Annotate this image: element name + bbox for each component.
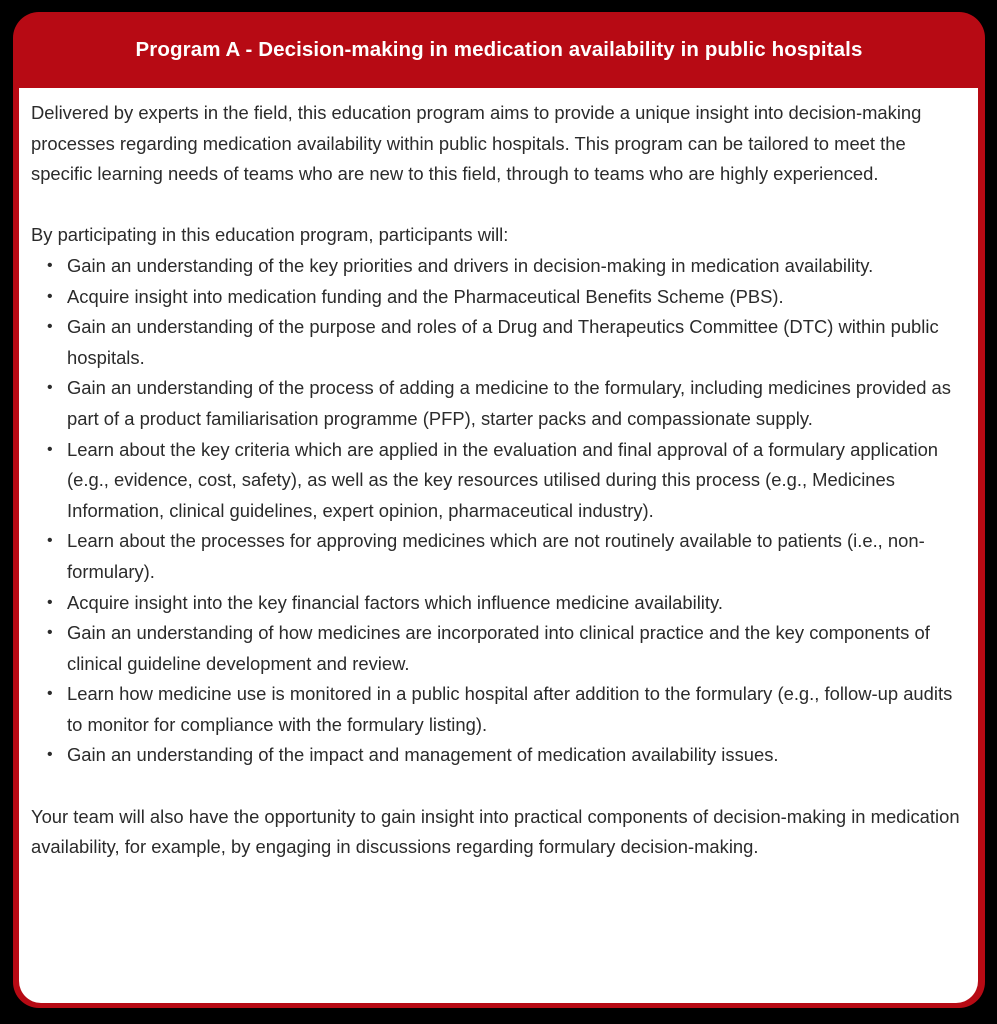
outcome-item bbox=[47, 251, 966, 282]
bullet-icon: • bbox=[47, 287, 53, 305]
outcome-text: Gain an understanding of how medicines are incorporated into clinical practice and the key components of clinical guideline development and review. bbox=[67, 622, 930, 674]
program-title: Program A - Decision-making in medication availability in public hospitals bbox=[135, 38, 863, 61]
bullet-icon: • bbox=[47, 256, 53, 274]
outcome-text: Gain an understanding of the purpose and roles of a Drug and Therapeutics Committee (DTC) within public hospitals. bbox=[67, 316, 939, 368]
bullet-icon: • bbox=[47, 318, 53, 336]
program-card bbox=[13, 12, 985, 1008]
paragraph-spacer bbox=[31, 771, 966, 802]
paragraph-spacer bbox=[31, 190, 966, 221]
bullet-icon: • bbox=[47, 440, 53, 458]
outcome-text: Acquire insight into medication funding and the Pharmaceutical Benefits Scheme (PBS). bbox=[67, 285, 784, 307]
outcome-item bbox=[47, 373, 966, 434]
outcome-item bbox=[47, 740, 966, 771]
outcome-text: Gain an understanding of the key priorities and drivers in decision-making in medication availability. bbox=[67, 254, 874, 276]
outcome-item bbox=[47, 435, 966, 527]
outcome-item bbox=[47, 588, 966, 619]
outcome-text: Learn how medicine use is monitored in a public hospital after addition to the formulary (e.g., follow-up audits to monitor for compliance with the formulary listing). bbox=[67, 683, 953, 735]
bullet-icon: • bbox=[47, 593, 53, 611]
outcome-text: Gain an understanding of the impact and management of medication availability issues. bbox=[67, 744, 779, 766]
outcomes-lead: By participating in this education program, participants will: bbox=[31, 224, 509, 246]
card-body bbox=[19, 88, 978, 1003]
closing-paragraph: Your team will also have the opportunity to gain insight into practical components of decision-making in medication availability, for example, by engaging in discussions regarding formulary decision-making. bbox=[31, 805, 960, 858]
outcome-item bbox=[47, 679, 966, 740]
outcome-item bbox=[47, 526, 966, 587]
outcome-text: Learn about the key criteria which are applied in the evaluation and final approval of a formulary application (e.g., evidence, cost, safety), as well as the key resources utilised during this process (e.g., Medicines Information, clinical guidelines, expert opinion, pharmaceutical industry). bbox=[67, 438, 939, 521]
outcome-item bbox=[47, 312, 966, 373]
bullet-icon: • bbox=[47, 746, 53, 764]
bullet-icon: • bbox=[47, 624, 53, 642]
outcome-item bbox=[47, 282, 966, 313]
bullet-icon: • bbox=[47, 532, 53, 550]
outcome-text: Learn about the processes for approving medicines which are not routinely available to patients (i.e., non-formulary). bbox=[67, 530, 925, 582]
bullet-icon: • bbox=[47, 685, 53, 703]
outcomes-list bbox=[31, 251, 966, 771]
outcome-text: Acquire insight into the key financial factors which influence medicine availability. bbox=[67, 591, 723, 613]
bullet-icon: • bbox=[47, 379, 53, 397]
intro-paragraph: Delivered by experts in the field, this education program aims to provide a unique insight into decision-making processes regarding medication availability within public hospitals. This program can be tailored to meet the specific learning needs of teams who are new to this field, through to teams who are highly experienced. bbox=[31, 102, 922, 185]
card-header bbox=[13, 12, 985, 88]
outcome-item bbox=[47, 618, 966, 679]
outcome-text: Gain an understanding of the process of adding a medicine to the formulary, including medicines provided as part of a product familiarisation programme (PFP), starter packs and compassionate supply. bbox=[67, 377, 951, 429]
